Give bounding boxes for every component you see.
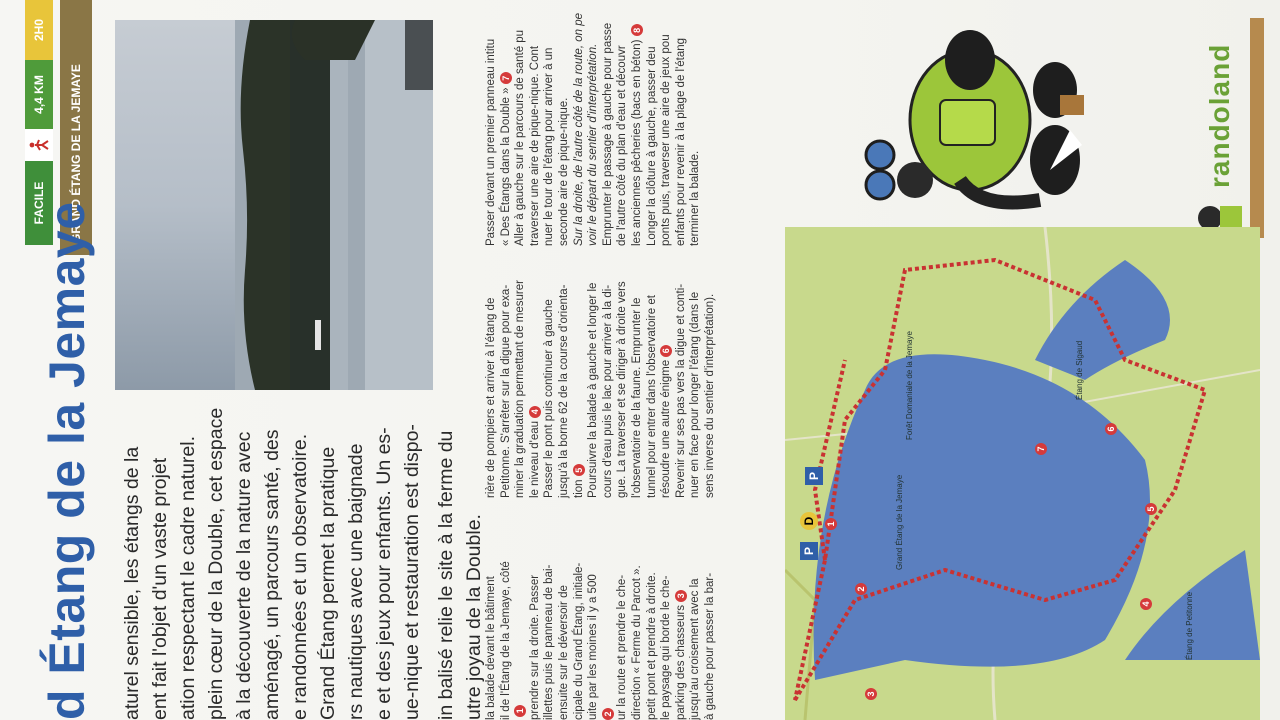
step-line: cipale du Grand Étang, initiale- (572, 562, 585, 720)
step-line: Aller à gauche sur le parcours de santé pu (514, 29, 527, 246)
step-line: Emprunter le passage à gauche pour passe (601, 22, 614, 246)
brand-name: randoland (1204, 43, 1235, 188)
step-line: cours d'eau puis le lac pour arriver à la di- (601, 284, 614, 498)
step-line: Revenir sur ses pas vers la digue et conti- (674, 283, 687, 498)
step-line: terminer la balade. (689, 150, 702, 246)
intro-line: utre joyau de la Double. (463, 514, 485, 720)
intro-line: à la découverte de la nature avec (233, 431, 255, 720)
page-title: d Étang de la Jemaye (39, 201, 95, 720)
intro-line: aménagé, un parcours santé, des (261, 429, 283, 720)
start-marker: D (800, 512, 818, 530)
parking-marker: P (805, 467, 823, 485)
step-line: résoudre une autre énigme (660, 359, 673, 498)
step-line: parking des chasseurs (674, 604, 687, 720)
step-line: tion (572, 479, 585, 498)
marker-7: 7 (500, 72, 512, 84)
step-line: nuer en face pour longer l'étang (dans le (689, 291, 702, 498)
step-line: Passer devant un premier panneau intitu (485, 38, 497, 246)
randoland-logo (1190, 8, 1270, 248)
route-banner-label: GRAND ÉTANG DE LA JEMAYE (69, 64, 83, 243)
map-marker-3: 3 (865, 688, 877, 700)
step-line: il de l'Étang de la Jemaye, côté (499, 561, 512, 720)
step-line: de l'autre côté du plan d'eau et découvr (616, 45, 629, 246)
step-line: Petitonne. S'arrêter sur la digue pour exa- (499, 284, 512, 498)
map-marker-5: 5 (1145, 503, 1157, 515)
step-line: jusqu'à la borne 62 de la course d'orienta- (557, 284, 570, 498)
marker-6: 6 (660, 345, 672, 357)
step-line: miner la graduation permettant de mesurer (514, 280, 527, 498)
marker-2: 2 (602, 708, 614, 720)
map-marker-6: 6 (1105, 423, 1117, 435)
step-line: le paysage qui borde le che- (660, 575, 673, 720)
map-marker-4: 4 (1140, 598, 1152, 610)
intro-line: ation respectant le cadre naturel. (177, 435, 199, 720)
intro-line: ue-nique et restauration est dispo- (401, 424, 423, 720)
step-line: ponts puis, traverser une aire de jeux pou (660, 34, 673, 246)
route-map (785, 227, 1260, 720)
step-line: sens inverse du sentier d'interprétation). (703, 293, 716, 498)
step-line: ensuite sur le déversoir de (557, 585, 570, 720)
step-line: jusqu'au croisement avec la (689, 578, 702, 720)
step-line: Longer la clôture à gauche, passer deu (645, 46, 658, 246)
step-line: rière de pompiers et arriver à l'étang de (485, 297, 497, 498)
step-line: Passer le pont puis continuer à gauche (543, 299, 556, 498)
step-line: gue. La traverser et se diriger à droite vers (616, 281, 629, 498)
step-line: prendre sur la droite. Passer (528, 574, 541, 720)
steps-column-1 (484, 540, 718, 720)
step-line: traverser une aire de pique-nique. Cont (528, 45, 541, 246)
step-line: direction « Ferme du Parcot ». (630, 565, 643, 720)
intro-line: in balisé relie le site à la ferme du (435, 430, 457, 720)
marker-1: 1 (514, 705, 526, 717)
intro-line: rs nautiques avec une baignade (345, 443, 367, 720)
step-line: Poursuivre la balade à gauche et longer le (587, 282, 600, 498)
duration-tag (25, 0, 53, 60)
step-line: petit pont et prendre à droite. (645, 572, 658, 720)
map-label: Étang de Petitonne (1185, 591, 1194, 660)
step-line: l'observatoire de la faune. Emprunter le (630, 297, 643, 498)
map-marker-7: 7 (1035, 443, 1047, 455)
step-line: ur la route et prendre le che- (616, 574, 629, 720)
step-line: enfants pour revenir à la plage de l'étang (674, 37, 687, 246)
step-line: seconde aire de pique-nique. (557, 97, 570, 246)
duration-label: 2H0 (32, 19, 46, 42)
step-line: voir le départ du sentier d'interprétation. (587, 43, 600, 246)
step-line: les anciennes pêcheries (bacs en béton) (630, 39, 643, 246)
marker-3: 3 (675, 590, 687, 602)
step-line: Sur la droite, de l'autre côté de la route, on pe (572, 13, 585, 246)
marker-4: 4 (529, 406, 541, 418)
map-label: Étang de Sigaud (1075, 340, 1084, 400)
step-line: « Des Étangs dans la Double » (499, 87, 512, 246)
difficulty-label: FACILE (32, 181, 46, 225)
badger-mascot-icon (820, 10, 1100, 240)
lake-photo (115, 20, 433, 390)
step-line: illettes puis le panneau de bai- (543, 564, 556, 720)
intro-line: ent fait l'objet d'un vaste projet (149, 457, 171, 720)
map-marker-1: 1 (825, 518, 837, 530)
intro-line: e et des jeux pour enfants. Un es- (373, 427, 395, 720)
marker-5: 5 (573, 464, 585, 476)
intro-line: aturel sensible, les étangs de la (121, 446, 143, 720)
intro-text (118, 390, 488, 720)
marker-8: 8 (631, 24, 643, 36)
intro-line: Grand Étang permet la pratique (317, 446, 339, 720)
step-line: à gauche pour passer la bar- (703, 572, 716, 720)
distance-tag (25, 60, 53, 129)
intro-line: plein cœur de la Double, cet espace (205, 407, 227, 720)
distance-label: 4,4 KM (32, 75, 46, 114)
step-line: la balade devant le bâtiment (485, 576, 497, 720)
parking-marker: P (800, 542, 818, 560)
steps-column-3 (484, 0, 703, 246)
map-marker-2: 2 (855, 583, 867, 595)
step-line: tunnel pour entrer dans l'observatoire et (645, 295, 658, 498)
step-line: le niveau d'eau (528, 420, 541, 498)
map-label: Forêt Domaniale de la Jemaye (905, 331, 914, 440)
step-line: uite par les moines il y a 500 (587, 574, 600, 720)
step-line: nuer le tour de l'étang pour arriver à un (543, 47, 556, 246)
hiker-icon (25, 129, 53, 161)
map-label: Grand Étang de la Jemaye (895, 474, 904, 570)
steps-column-2 (484, 276, 718, 498)
intro-line: e randonnées et un observatoire. (289, 433, 311, 720)
